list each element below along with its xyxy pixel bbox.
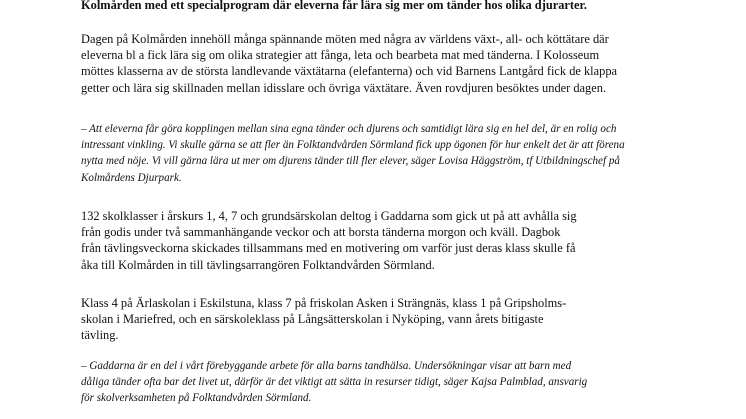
body-paragraph-gaddarna-competition: [81, 208, 681, 273]
paragraph-line: från godis under två sammanhängande veckor och att borsta tänderna morgon och kväll. Dagbok: [81, 225, 561, 240]
body-paragraph-winners: [81, 295, 681, 344]
paragraph-line: 132 skolklasser i årskurs 1, 4, 7 och grundsärskolan deltog i Gaddarna som gick ut på att avhålla sig: [81, 209, 577, 223]
paragraph-line: getter och lära sig skillnaden mellan idisslare och övriga växtätare. Även rovdjuren besöktes under dagen.: [81, 80, 607, 95]
quote-line: – Gaddarna är en del i vårt förebyggande arbete för alla barns tandhälsa. Undersökningar visar att barn med: [81, 360, 572, 372]
quote-line: Kolmårdens Djurpark.: [81, 171, 182, 184]
paragraph-line: Dagen på Kolmården innehöll många spännande möten med några av världens växt-, all- och köttätare där: [81, 32, 609, 46]
paragraph-line: Klass 4 på Ärlaskolan i Eskilstuna, klass 7 på friskolan Asken i Strängnäs, klass 1 på Gripsholms-: [81, 296, 567, 310]
quote-line: dåliga tänder ofta bar det livet ut, därför är det viktigt att sätta in resurser tidigt, säger Kajsa Palmblad, ansvarig: [81, 376, 588, 389]
paragraph-line: möttes klasserna av de största landlevande växtätarna (elefanterna) och vid Barnens Lantgård fick de klappa: [81, 64, 618, 79]
intro-paragraph: [81, 0, 681, 13]
body-paragraph-kolmarden-visit: [81, 31, 681, 96]
paragraph-line: från tävlingsveckorna skickades tillsammans med en motivering om varför just deras klass skulle få: [81, 241, 576, 256]
intro-line: Kolmården med ett specialprogram där eleverna får lära sig mer om tänder hos olika djurarter.: [81, 0, 587, 12]
paragraph-line: eleverna bl a fick lära sig om olika strategier att fånga, leta och bearbeta mat med tänderna. I Kolosseum: [81, 48, 600, 63]
quote-lovisa-haggstrom: [81, 121, 681, 186]
paragraph-line: åka till Kolmården in till tävlingsarrangören Folktandvården Sörmland.: [81, 257, 435, 272]
quote-line: intressant vinkling. Vi skulle gärna se att fler än Folktandvården Sörmland fick upp ögonen för hur enkelt det är att förena: [81, 139, 625, 152]
paragraph-line: skolan i Mariefred, och en särskoleklass på Långsätterskolan i Nyköping, vann årets bitigaste: [81, 312, 544, 327]
paragraph-line: tävling.: [81, 328, 119, 343]
quote-line: nytta med nöje. Vi vill gärna lära ut mer om djurens tänder till fler elever, säger Lovisa Häggström, tf Utbildningschef på: [81, 155, 620, 168]
quote-line: för skolverksamheten på Folktandvården Sörmland.: [81, 392, 312, 405]
quote-kajsa-palmblad: [81, 358, 681, 407]
quote-line: – Att eleverna får göra kopplingen mellan sina egna tänder och djurens och samtidigt lära sig en hel del, är en rolig och: [81, 123, 617, 135]
